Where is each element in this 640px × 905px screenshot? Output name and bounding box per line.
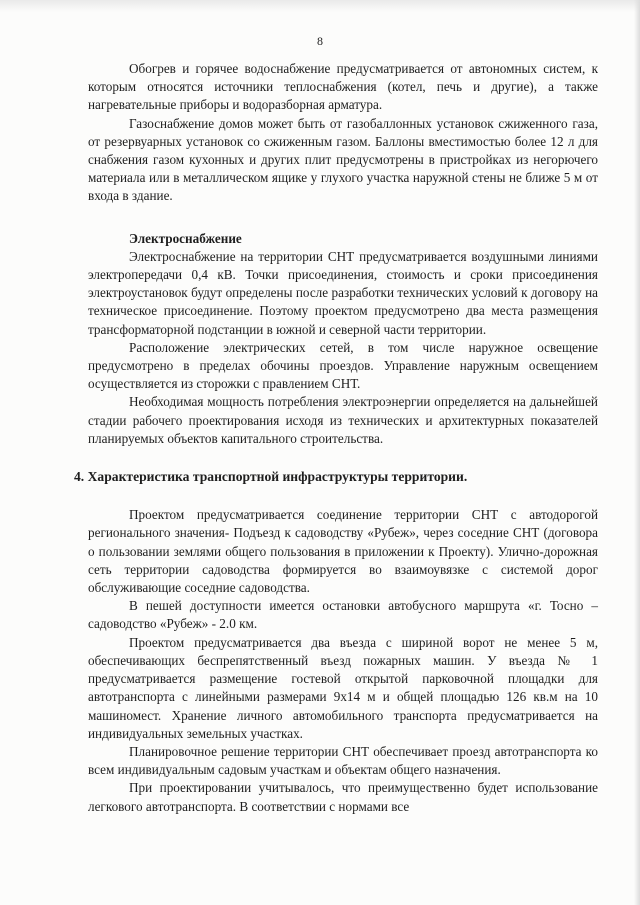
paragraph-transport-entrances: Проектом предусматривается два въезда с шириной ворот не менее 5 м, обеспечивающих беспрепятственный въезд пожарных машин. У въезда № 1 предусматривается размещение гостевой открытой парковочной площадки для автотранспорта с линейными размерами 9х14 м и общей площадью 126 кв.м на 10 машиномест. Хранение личного автомобильного транспорта предусматривается на индивидуальных земельных участках. [88, 634, 598, 741]
page-number: 8 [317, 34, 323, 48]
paragraph-gas: Газоснабжение домов может быть от газобаллонных установок сжиженного газа, от резервуарных установок со сжиженным газом. Баллоны вместимостью более 12 л для снабжения газом кухонных и других плит предусмотрены в пристройках из негорючего материала или в металлическом ящике у глухого участка наружной стены не ближе 5 м от входа в здание. [88, 115, 598, 204]
section-heading-transport: 4. Характеристика транспортной инфраструктуры территории. [74, 469, 468, 485]
document-body [74, 60, 598, 816]
paragraph-transport-cars: При проектировании учитывалось, что преимущественно будет использование легкового автотранспорта. В соответствии с нормами все [88, 780, 598, 814]
paragraph-electric-power: Необходимая мощность потребления электроэнергии определяется на дальнейшей стадии рабочего проектирования исходя из технических и архитектурных показателей планируемых объектов капитального строительства. [88, 394, 598, 446]
paragraph-heating: Обогрев и горячее водоснабжение предусматривается от автономных систем, к которым относятся источники теплоснабжения (котел, печь и другие), а также нагревательные приборы и водоразборная арматура. [88, 61, 598, 113]
paragraph-electric-networks: Расположение электрических сетей, в том числе наружное освещение предусмотрено в пределах обочины проездов. Управление наружным освещением осуществляется из сторожки с правлением СНТ. [88, 339, 598, 392]
paragraph-transport-planning: Планировочное решение территории СНТ обеспечивает проезд автотранспорта ко всем индивидуальным садовым участкам и объектам общего назначения. [88, 743, 598, 778]
paragraph-transport-bus: В пешей доступности имеется остановки автобусного маршрута «г. Тосно – садоводство «Рубеж» - 2.0 км. [88, 598, 598, 632]
paragraph-electric-lines: Электроснабжение на территории СНТ предусматривается воздушными линиями электропередачи 0,4 кВ. Точки присоединения, стоимость и сроки присоединения электроустановок будут определены после разработки технических условий к договору на техническое присоединение. Поэтому проектом предусмотрено два места размещения трансформаторной подстанции в южной и северной части территории. [88, 248, 598, 337]
paragraph-transport-road: Проектом предусматривается соединение территории СНТ с автодорогой регионального значения- Подъезд к садоводству «Рубеж», через соседние СНТ (договора о пользовании землями общего пользования в приложении к Проекту). Улично-дорожная сеть территории садоводства формируется во взаимоувязке с системой дорог обслуживающие соседние садоводства. [88, 507, 598, 596]
scan-edge-top [0, 0, 640, 12]
subheading-electricity: Электроснабжение [129, 230, 242, 246]
scan-edge-right [634, 0, 640, 905]
